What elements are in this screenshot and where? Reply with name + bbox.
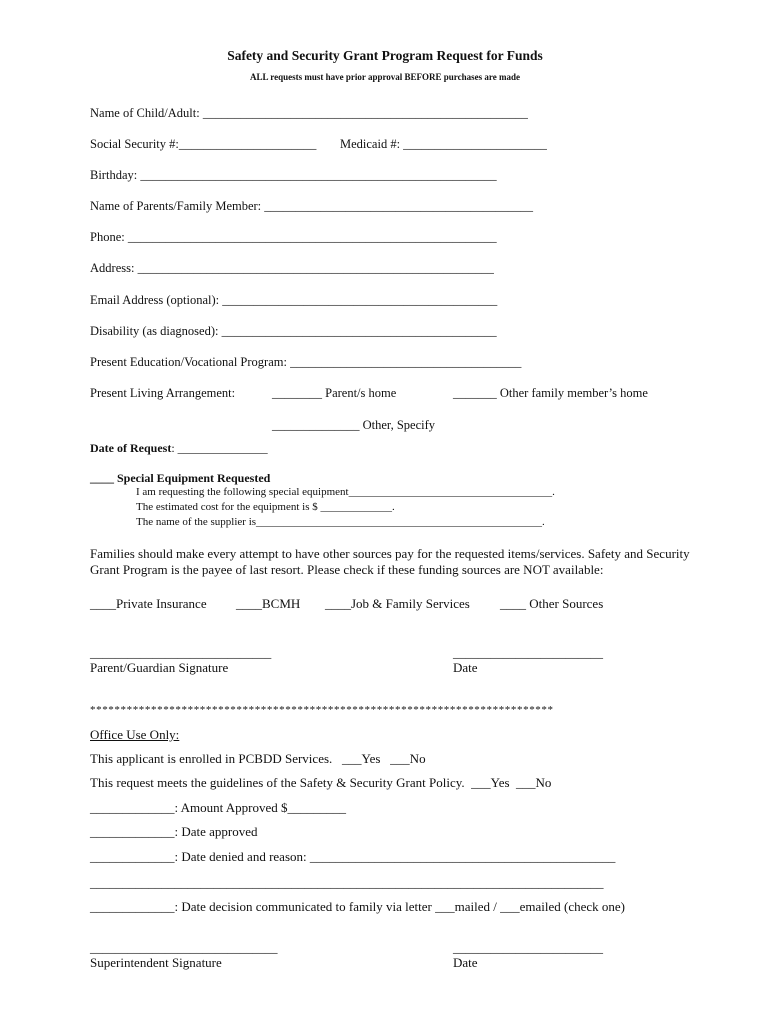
living-other-option[interactable]: ______________ Other, Specify — [272, 418, 436, 432]
parent-signature-label: Parent/Guardian Signature — [90, 660, 229, 675]
office-denied-continuation[interactable]: _______________________________________________________________________________ — [90, 875, 604, 890]
superintendent-date-line[interactable]: ________________________ — [453, 941, 603, 955]
living-other-family-option[interactable]: _______ Other family member’s home — [453, 386, 648, 400]
address-field[interactable]: Address: _________________________________________________________ — [90, 261, 494, 275]
office-enrolled-line[interactable]: This applicant is enrolled in PCBDD Services. ___Yes ___No — [90, 751, 426, 766]
living-arrangement-label: Present Living Arrangement: — [90, 386, 236, 400]
office-date-approved[interactable]: _____________: Date approved — [90, 824, 258, 839]
office-date-communicated[interactable]: _____________: Date decision communicated to family via letter ___mailed / ___emailed (check one) — [90, 899, 626, 914]
office-amount-approved[interactable]: _____________: Amount Approved $_________ — [90, 800, 347, 815]
office-date-denied[interactable]: _____________: Date denied and reason: _______________________________________________ — [90, 849, 616, 864]
superintendent-signature-line[interactable]: ______________________________ — [90, 941, 278, 955]
disability-field[interactable]: Disability (as diagnosed): ____________________________________________ — [90, 324, 497, 338]
funding-paragraph: Families should make every attempt to have other sources pay for the requested items/services. Safety and Security Grant Program is the payee of last resort. Please check if these funding sources are NOT available: — [90, 546, 690, 577]
equipment-request-line[interactable]: I am requesting the following special equipment_____________________________________. — [136, 486, 555, 498]
phone-field[interactable]: Phone: ___________________________________________________________ — [90, 230, 497, 244]
name-field[interactable]: Name of Child/Adult: ____________________________________________________ — [90, 106, 528, 120]
email-field[interactable]: Email Address (optional): ____________________________________________ — [90, 293, 498, 307]
superintendent-date-label: Date — [453, 955, 478, 970]
date-of-request-blank[interactable]: : _______________ — [171, 441, 268, 455]
birthday-field[interactable]: Birthday: _________________________________________________________ — [90, 168, 497, 182]
superintendent-signature-label: Superintendent Signature — [90, 955, 222, 970]
equipment-supplier-line[interactable]: The name of the supplier is____________________________________________________. — [136, 516, 545, 528]
education-field[interactable]: Present Education/Vocational Program: _____________________________________ — [90, 355, 522, 369]
funding-other-sources[interactable]: ____ Other Sources — [500, 596, 604, 611]
parent-date-line[interactable]: ________________________ — [453, 646, 603, 660]
date-of-request[interactable] — [90, 440, 268, 456]
form-title: Safety and Security Grant Program Request for Funds — [227, 48, 543, 63]
parent-signature-line[interactable]: _____________________________ — [90, 646, 272, 660]
parent-date-label: Date — [453, 660, 478, 675]
funding-private-insurance[interactable]: ____Private Insurance — [90, 596, 207, 611]
separator: **************************************************************************** — [90, 704, 554, 716]
date-of-request-label: Date of Request — [90, 441, 172, 455]
office-guidelines-line[interactable]: This request meets the guidelines of the Safety & Security Grant Policy. ___Yes ___No — [90, 775, 552, 790]
ssn-field[interactable]: Social Security #:______________________ — [90, 137, 320, 151]
office-use-heading: Office Use Only: — [90, 727, 180, 742]
funding-job-family-services[interactable]: ____Job & Family Services — [325, 596, 470, 611]
living-parents-option[interactable]: ________ Parent/s home — [272, 386, 397, 400]
parents-field[interactable]: Name of Parents/Family Member: ___________________________________________ — [90, 199, 534, 213]
funding-bcmh[interactable]: ____BCMH — [236, 596, 301, 611]
form-subtitle: ALL requests must have prior approval BEFORE purchases are made — [250, 72, 520, 82]
equipment-cost-line[interactable]: The estimated cost for the equipment is $ _____________. — [136, 501, 395, 513]
special-equipment-heading[interactable]: ____ Special Equipment Requested — [90, 471, 271, 485]
medicaid-field[interactable]: Medicaid #: _______________________ — [340, 137, 547, 151]
